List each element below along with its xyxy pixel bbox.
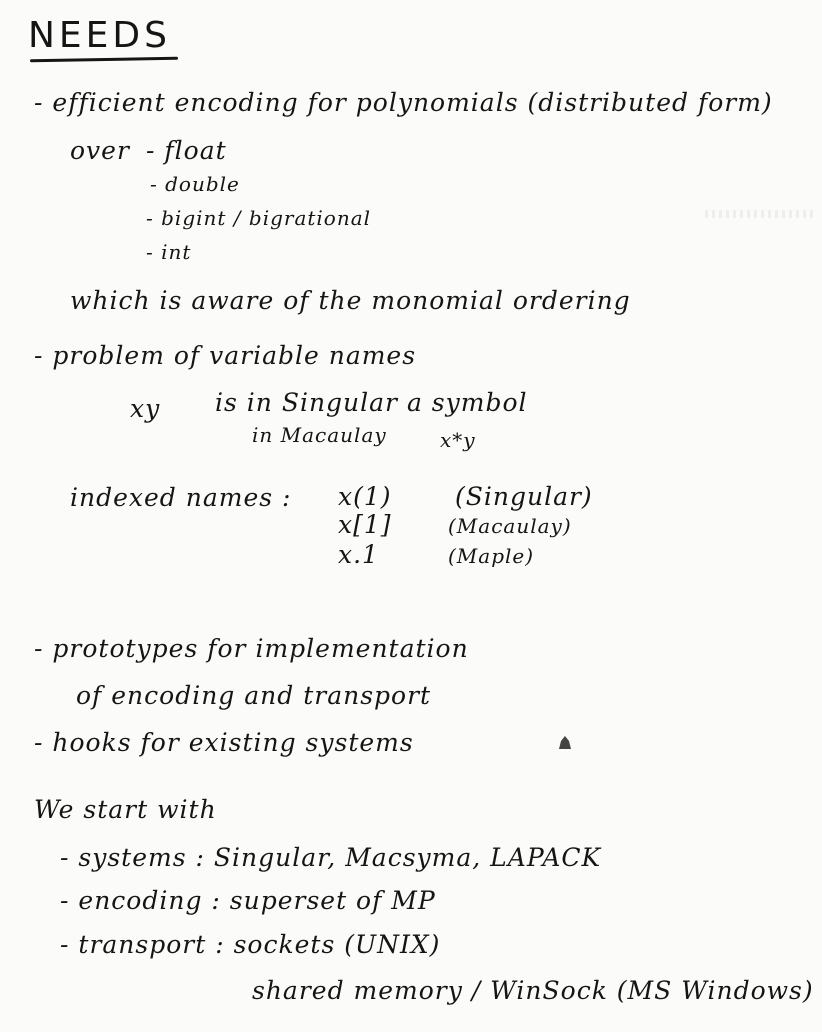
transport-line: - transport : sockets (UNIX) xyxy=(60,930,441,959)
xy-symbol: xy xyxy=(130,394,161,423)
type-bigint-bigrational: - bigint / bigrational xyxy=(146,206,372,230)
indexed-system-macaulay: (Macaulay) xyxy=(448,514,572,538)
transport-continuation: shared memory / WinSock (MS Windows) xyxy=(252,976,814,1005)
ink-blot-icon xyxy=(558,735,572,751)
indexed-names-label: indexed names : xyxy=(70,483,292,512)
over-label: over xyxy=(70,136,130,165)
title-underline xyxy=(30,57,178,63)
paper-smudge xyxy=(705,210,815,218)
indexed-system-singular: (Singular) xyxy=(455,482,593,511)
prototypes-line-2: of encoding and transport xyxy=(76,681,432,710)
start-intro: We start with xyxy=(34,795,217,824)
indexed-form-macaulay: x[1] xyxy=(338,510,392,539)
macaulay-note: in Macaulay xyxy=(252,423,387,447)
macaulay-product: x*y xyxy=(440,428,476,452)
singular-symbol-note: is in Singular a symbol xyxy=(215,388,528,417)
encoding-need-line: - efficient encoding for polynomials (distributed form) xyxy=(34,88,773,117)
indexed-system-maple: (Maple) xyxy=(448,544,535,568)
indexed-form-maple: x.1 xyxy=(338,540,379,569)
ordering-line: which is aware of the monomial ordering xyxy=(70,286,631,315)
systems-line: - systems : Singular, Macsyma, LAPACK xyxy=(60,843,602,872)
type-double: - double xyxy=(150,172,240,196)
type-int: - int xyxy=(146,240,192,264)
variable-names-problem: - problem of variable names xyxy=(34,341,417,370)
type-float: - float xyxy=(146,136,227,165)
page-title: NEEDS xyxy=(28,15,171,56)
hooks-line: - hooks for existing systems xyxy=(34,728,414,757)
indexed-form-singular: x(1) xyxy=(338,482,392,511)
encoding-line: - encoding : superset of MP xyxy=(60,886,436,915)
prototypes-line-1: - prototypes for implementation xyxy=(34,634,469,663)
